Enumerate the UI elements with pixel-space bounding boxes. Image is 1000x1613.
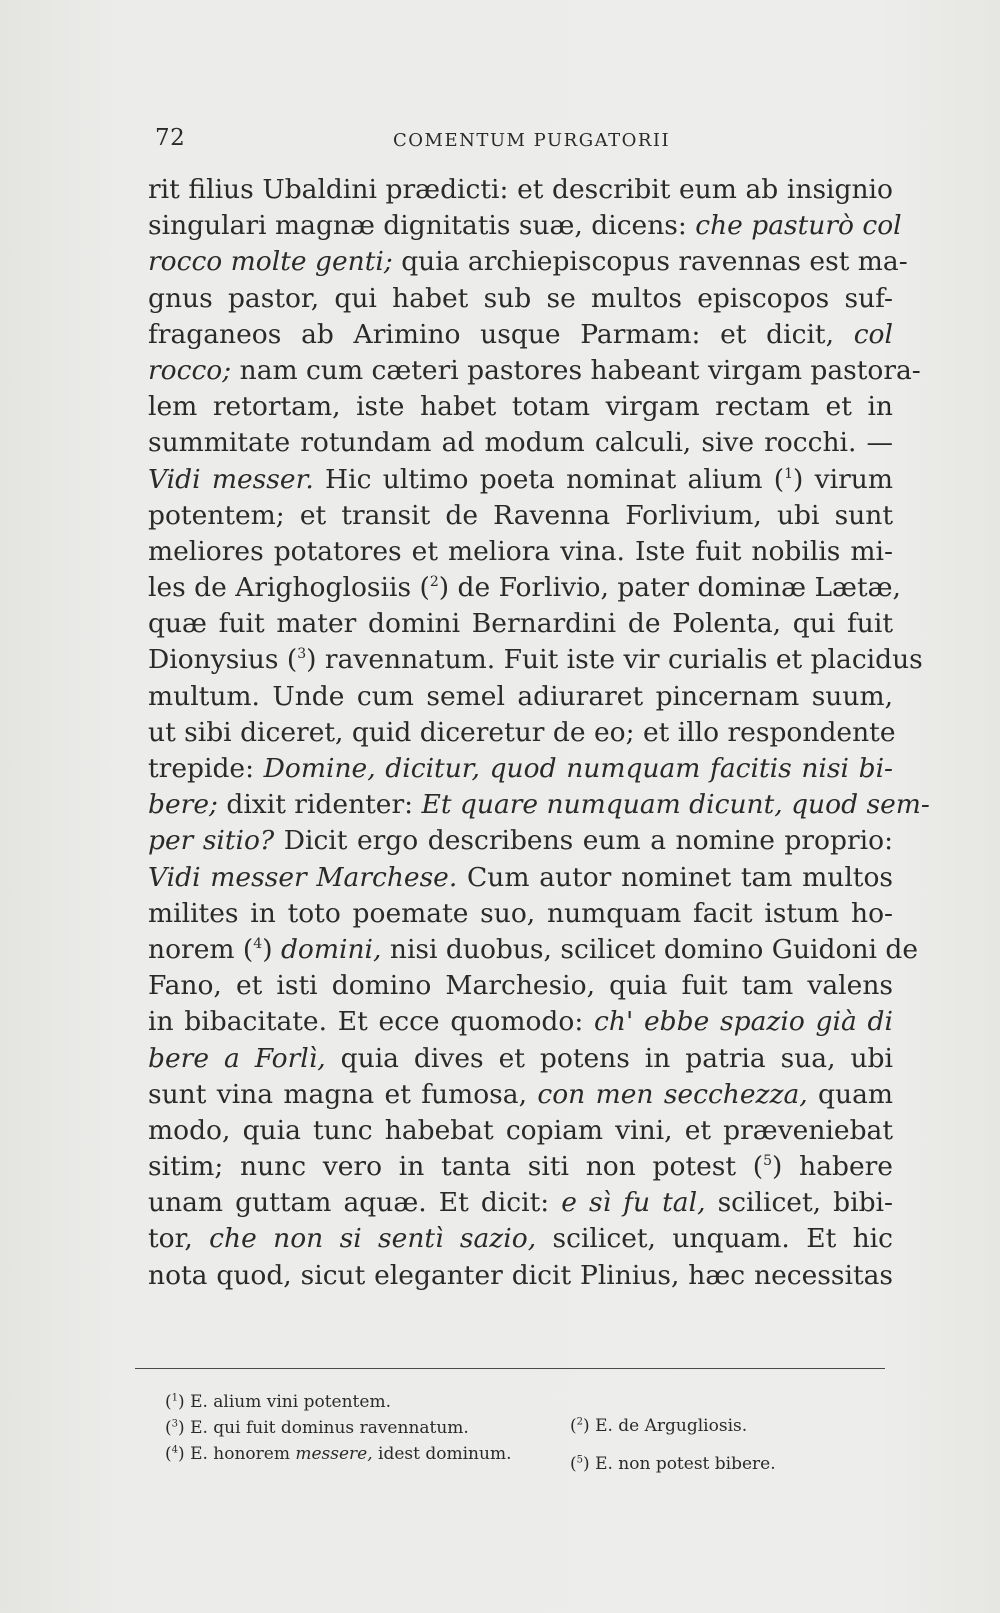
text-line <box>148 606 893 642</box>
footnote-text: E. de Argugliosis. <box>595 1416 748 1436</box>
text-line <box>148 425 893 461</box>
footnote-reference: 4 <box>253 936 263 953</box>
text-run: ) ravennatum. Fuit iste vir curialis et placidus <box>306 644 923 676</box>
italic-quote: rocco molte genti; <box>148 246 393 278</box>
footnote-reference: 1 <box>784 465 794 482</box>
footnote-5: ($^5$) E. non potest bibere. <box>570 1454 776 1474</box>
text-line <box>148 1149 893 1185</box>
text-line <box>148 389 893 425</box>
text-run: Dionysius ( <box>148 644 298 676</box>
italic-quote: Domine, dicitur, quod numquam facitis nisi bi- <box>263 753 894 784</box>
page-number: 72 <box>155 125 186 151</box>
text-line <box>148 896 893 932</box>
text-line <box>148 462 893 498</box>
footnote-mark: 1 <box>171 1392 179 1404</box>
text-line <box>148 244 908 280</box>
footnote-reference: 3 <box>297 646 307 663</box>
text-line <box>148 281 893 317</box>
text-line <box>148 1077 893 1113</box>
text-run: quæ fuit mater domini Bernardini de Polenta, qui fuit <box>148 608 893 640</box>
text-line <box>148 172 893 208</box>
text-line <box>148 498 893 534</box>
footnote-text: E. non potest bibere. <box>595 1454 776 1474</box>
text-run: Hic ultimo poeta nominat alium ( <box>313 463 785 495</box>
italic-quote: bere; <box>148 789 218 821</box>
text-run: quia dives et potens in patria sua, ubi <box>325 1042 894 1074</box>
italic-quote: per sitio? <box>148 825 275 857</box>
text-line <box>148 353 921 389</box>
text-line <box>148 1004 893 1040</box>
text-run: scilicet, bibi- <box>705 1187 893 1219</box>
footnote-mark: 3 <box>171 1418 179 1430</box>
text-run: norem ( <box>148 933 254 965</box>
text-run: summitate rotundam ad modum calculi, sive rocchi. — <box>148 427 893 459</box>
text-run: Dicit ergo describens eum a nomine proprio: <box>274 825 893 857</box>
footnote-reference: 5 <box>763 1153 773 1170</box>
footnote-text: idest dominum. <box>372 1444 512 1464</box>
text-run: meliores potatores et meliora vina. Iste fuit nobilis mi- <box>148 535 893 567</box>
text-line <box>148 751 893 787</box>
italic-quote: Vidi messer Marchese. <box>148 861 458 893</box>
text-run: rit filius Ubaldini prædicti: et describit eum ab insignio <box>148 174 893 205</box>
text-run: in bibacitate. Et ecce quomodo: <box>148 1006 595 1038</box>
footnote-text: E. qui fuit dominus ravennatum. <box>190 1418 469 1438</box>
text-run: modo, quia tunc habebat copiam vini, et præveniebat <box>148 1114 893 1146</box>
text-line <box>148 679 893 715</box>
text-run: nota quod, sicut eleganter dicit Plinius, hæc necessitas <box>148 1259 893 1291</box>
text-line <box>148 1185 893 1221</box>
text-run: lem retortam, iste habet totam virgam rectam et in <box>148 391 893 423</box>
footnote-mark: 5 <box>576 1454 584 1466</box>
text-line <box>148 1258 893 1294</box>
footnote-text: E. alium vini potentem. <box>190 1392 391 1412</box>
text-run: sitim; nunc vero in tanta siti non potest ( <box>148 1151 764 1183</box>
text-run: unam guttam aquæ. Et dicit: <box>148 1187 562 1219</box>
text-run: quia archiepiscopus ravennas est ma- <box>392 246 908 278</box>
text-line <box>148 932 919 968</box>
text-run: dixit ridenter: <box>217 789 422 821</box>
footnote-reference: 2 <box>429 574 439 591</box>
text-line <box>148 208 902 244</box>
body-text <box>148 172 930 1294</box>
text-run: scilicet, unquam. Et hic <box>536 1223 893 1255</box>
text-run: ut sibi diceret, quid diceretur de eo; et illo respondente <box>148 716 896 748</box>
footnote-italic-text: messere, <box>295 1444 373 1464</box>
footnote-mark: 4 <box>171 1444 179 1456</box>
text-run: Fano, et isti domino Marchesio, quia fuit tam valens <box>148 970 893 1002</box>
footnote-1: ($^1$) E. alium vini potentem. <box>165 1392 391 1412</box>
italic-quote: rocco; <box>148 354 232 386</box>
text-line <box>148 642 923 678</box>
text-run: sunt vina magna et fumosa, <box>148 1078 538 1110</box>
italic-quote: Et quare numquam dicunt, quod sem- <box>421 789 930 821</box>
italic-quote: che pasturò col <box>695 210 902 242</box>
footnote-rule <box>135 1368 885 1369</box>
text-run: milites in toto poemate suo, numquam facit istum ho- <box>148 897 893 929</box>
italic-quote: e sì fu tal, <box>561 1187 706 1219</box>
italic-quote: Vidi messer. <box>148 463 314 495</box>
page-header <box>155 125 890 155</box>
text-line <box>148 860 893 896</box>
text-line <box>148 823 893 859</box>
italic-quote: bere a Forlì, <box>148 1042 326 1074</box>
text-run: Cum autor nominet tam multos <box>457 861 893 893</box>
text-run: quam <box>807 1078 894 1110</box>
text-line <box>148 787 930 823</box>
text-line <box>148 534 893 570</box>
text-run: nisi duobus, scilicet domino Guidoni de <box>381 933 919 965</box>
text-line <box>148 1113 893 1149</box>
footnote-4: ($^4$) E. honorem messere, idest dominum. <box>165 1444 512 1464</box>
text-line <box>148 570 901 606</box>
text-run: ) de Forlivio, pater dominæ Lætæ, <box>438 572 901 604</box>
text-run: ) <box>262 933 281 965</box>
text-run: nam cum cæteri pastores habeant virgam pastora- <box>231 354 921 386</box>
text-line <box>148 968 893 1004</box>
italic-quote: che non si sentì sazio, <box>209 1223 537 1255</box>
footnotes <box>165 1392 865 1502</box>
italic-quote: ch' ebbe spazio già di <box>594 1006 893 1038</box>
text-run: ) habere <box>772 1151 893 1183</box>
text-line <box>148 1221 893 1257</box>
italic-quote: domini, <box>280 933 382 965</box>
text-run: tor, <box>148 1223 210 1255</box>
text-run: singulari magnæ dignitatis suæ, dicens: <box>148 210 696 242</box>
footnote-mark: 2 <box>576 1416 584 1428</box>
text-run: gnus pastor, qui habet sub se multos episcopos suf- <box>148 282 893 314</box>
italic-quote: con men secchezza, <box>537 1078 808 1110</box>
text-run: les de Arighoglosiis ( <box>148 572 430 604</box>
text-run: trepide: <box>148 753 264 784</box>
footnote-3: ($^3$) E. qui fuit dominus ravennatum. <box>165 1418 469 1438</box>
text-line <box>148 317 893 353</box>
footnote-text: E. honorem <box>190 1444 296 1464</box>
text-run: potentem; et transit de Ravenna Forlivium, ubi sunt <box>148 499 893 531</box>
footnote-2: ($^2$) E. de Argugliosis. <box>570 1416 748 1436</box>
running-title: COMENTUM PURGATORII <box>393 130 671 151</box>
text-run: multum. Unde cum semel adiuraret pincernam suum, <box>148 680 893 712</box>
text-run: fraganeos ab Arimino usque Parmam: et dicit, <box>148 318 854 350</box>
text-line <box>148 715 896 751</box>
italic-quote: col <box>853 318 893 350</box>
text-line <box>148 1041 893 1077</box>
text-run: ) virum <box>793 463 893 495</box>
